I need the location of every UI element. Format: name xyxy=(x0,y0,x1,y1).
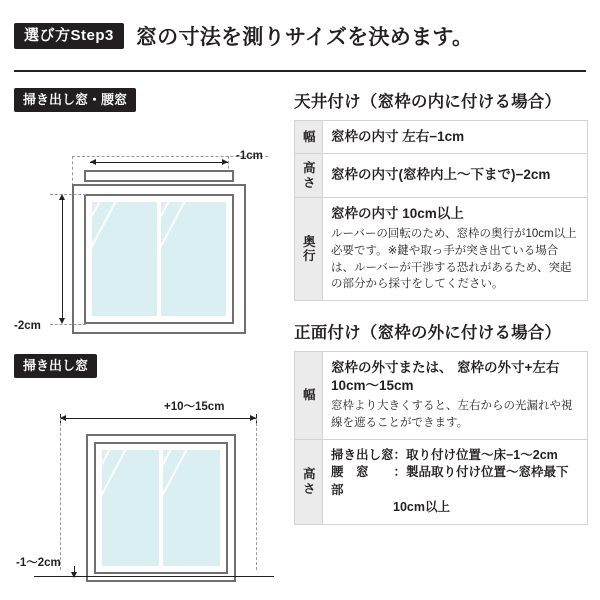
dim-left-arrow-up xyxy=(59,194,65,200)
window-pane-left xyxy=(90,200,159,318)
dim-top-label: -1cm xyxy=(236,150,263,162)
spec2-key-height: 高さ xyxy=(295,439,323,524)
step-badge: 選び方Step3 xyxy=(14,23,124,49)
dim-top-arrow-left xyxy=(90,159,96,165)
window-head-bar xyxy=(84,170,234,182)
table-row xyxy=(295,351,588,439)
spec-table-ceiling-mount xyxy=(294,120,588,301)
dim-left-line xyxy=(62,200,63,318)
spec-value-width: 窓枠の内寸 左右−1cm xyxy=(323,121,588,154)
section2-title: 正面付け（窓枠の外に付ける場合） xyxy=(294,323,562,342)
figure-ceiling-mount-window xyxy=(14,122,282,354)
dim-left-arrow-down xyxy=(59,318,65,324)
figure1-label: 掃き出し窓・腰窓 xyxy=(14,88,136,112)
specs-column xyxy=(294,88,588,525)
spec-table-face-mount xyxy=(294,351,588,525)
table-row xyxy=(295,154,588,198)
guide-dashed-innerbottom xyxy=(50,324,86,325)
spec2-value-width-line1: 窓枠の外寸または、 xyxy=(331,359,453,375)
spec2-value-width-cell xyxy=(323,351,588,439)
spec2-value-height-line2: 腰 窓 ：製品取り付け位置〜窓枠最下部 xyxy=(331,465,569,497)
spec-value-depth-cell xyxy=(323,197,588,300)
spec-note-depth: ルーバーの回転のため、窓枠の奥行が10cm以上必要です。※鍵や取っ手が突き出ている場合は、ルーバーが干渉する恐れがあるため、突起の部分から採寸をしてください。 xyxy=(331,228,577,291)
figure2-label: 掃き出し窓 xyxy=(14,354,97,378)
dim-left-label: -2cm xyxy=(14,320,41,332)
dim-top-line xyxy=(90,162,228,163)
page-header xyxy=(0,0,600,72)
spec-value-depth: 窓枠の内寸 10cm以上 xyxy=(331,205,464,221)
dim2-left-arrow-down xyxy=(71,572,77,578)
guide2-dashed-right xyxy=(256,418,257,570)
figure-face-mount-window xyxy=(14,390,282,590)
table-row xyxy=(295,121,588,154)
dim-top-arrow-right xyxy=(222,159,228,165)
spec-value-height: 窓枠の内寸(窓枠内上〜下まで)−2cm xyxy=(323,154,588,198)
spec2-note-width: 窓枠より大きくすると、左右からの光漏れや視線を遮ることができます。 xyxy=(331,400,573,429)
page-title: 窓の寸法を測りサイズを決めます。 xyxy=(135,26,474,49)
dim2-top-line xyxy=(60,418,256,419)
spec2-value-height-line1: 掃き出し窓：取り付け位置〜床−1〜2cm xyxy=(331,447,558,462)
guide-dashed-left xyxy=(72,156,73,186)
guide-dashed-innertop xyxy=(50,194,86,195)
window-pane-right xyxy=(159,200,228,318)
window2-pane-left xyxy=(100,448,161,568)
spec-key-width: 幅 xyxy=(295,121,323,154)
dim2-left-label: -1〜2cm xyxy=(16,557,61,569)
table-row xyxy=(295,439,588,524)
table-row xyxy=(295,197,588,300)
spec2-key-width: 幅 xyxy=(295,351,323,439)
spec-key-depth: 奥行 xyxy=(295,197,323,300)
spec2-value-width-line2: 窓枠の外寸+左右10cm〜15cm xyxy=(331,359,560,394)
window2-pane-right xyxy=(161,448,222,568)
dim2-top-label: +10〜15cm xyxy=(164,401,225,413)
spec2-value-height-line3: 10cm以上 xyxy=(393,500,450,515)
guide2-dashed-left xyxy=(60,418,61,570)
header-divider xyxy=(14,70,586,72)
spec-key-height: 高さ xyxy=(295,154,323,198)
spec2-value-height-cell xyxy=(323,439,588,524)
figures-column xyxy=(14,88,282,590)
section1-title: 天井付け（窓枠の内に付ける場合） xyxy=(294,93,562,111)
